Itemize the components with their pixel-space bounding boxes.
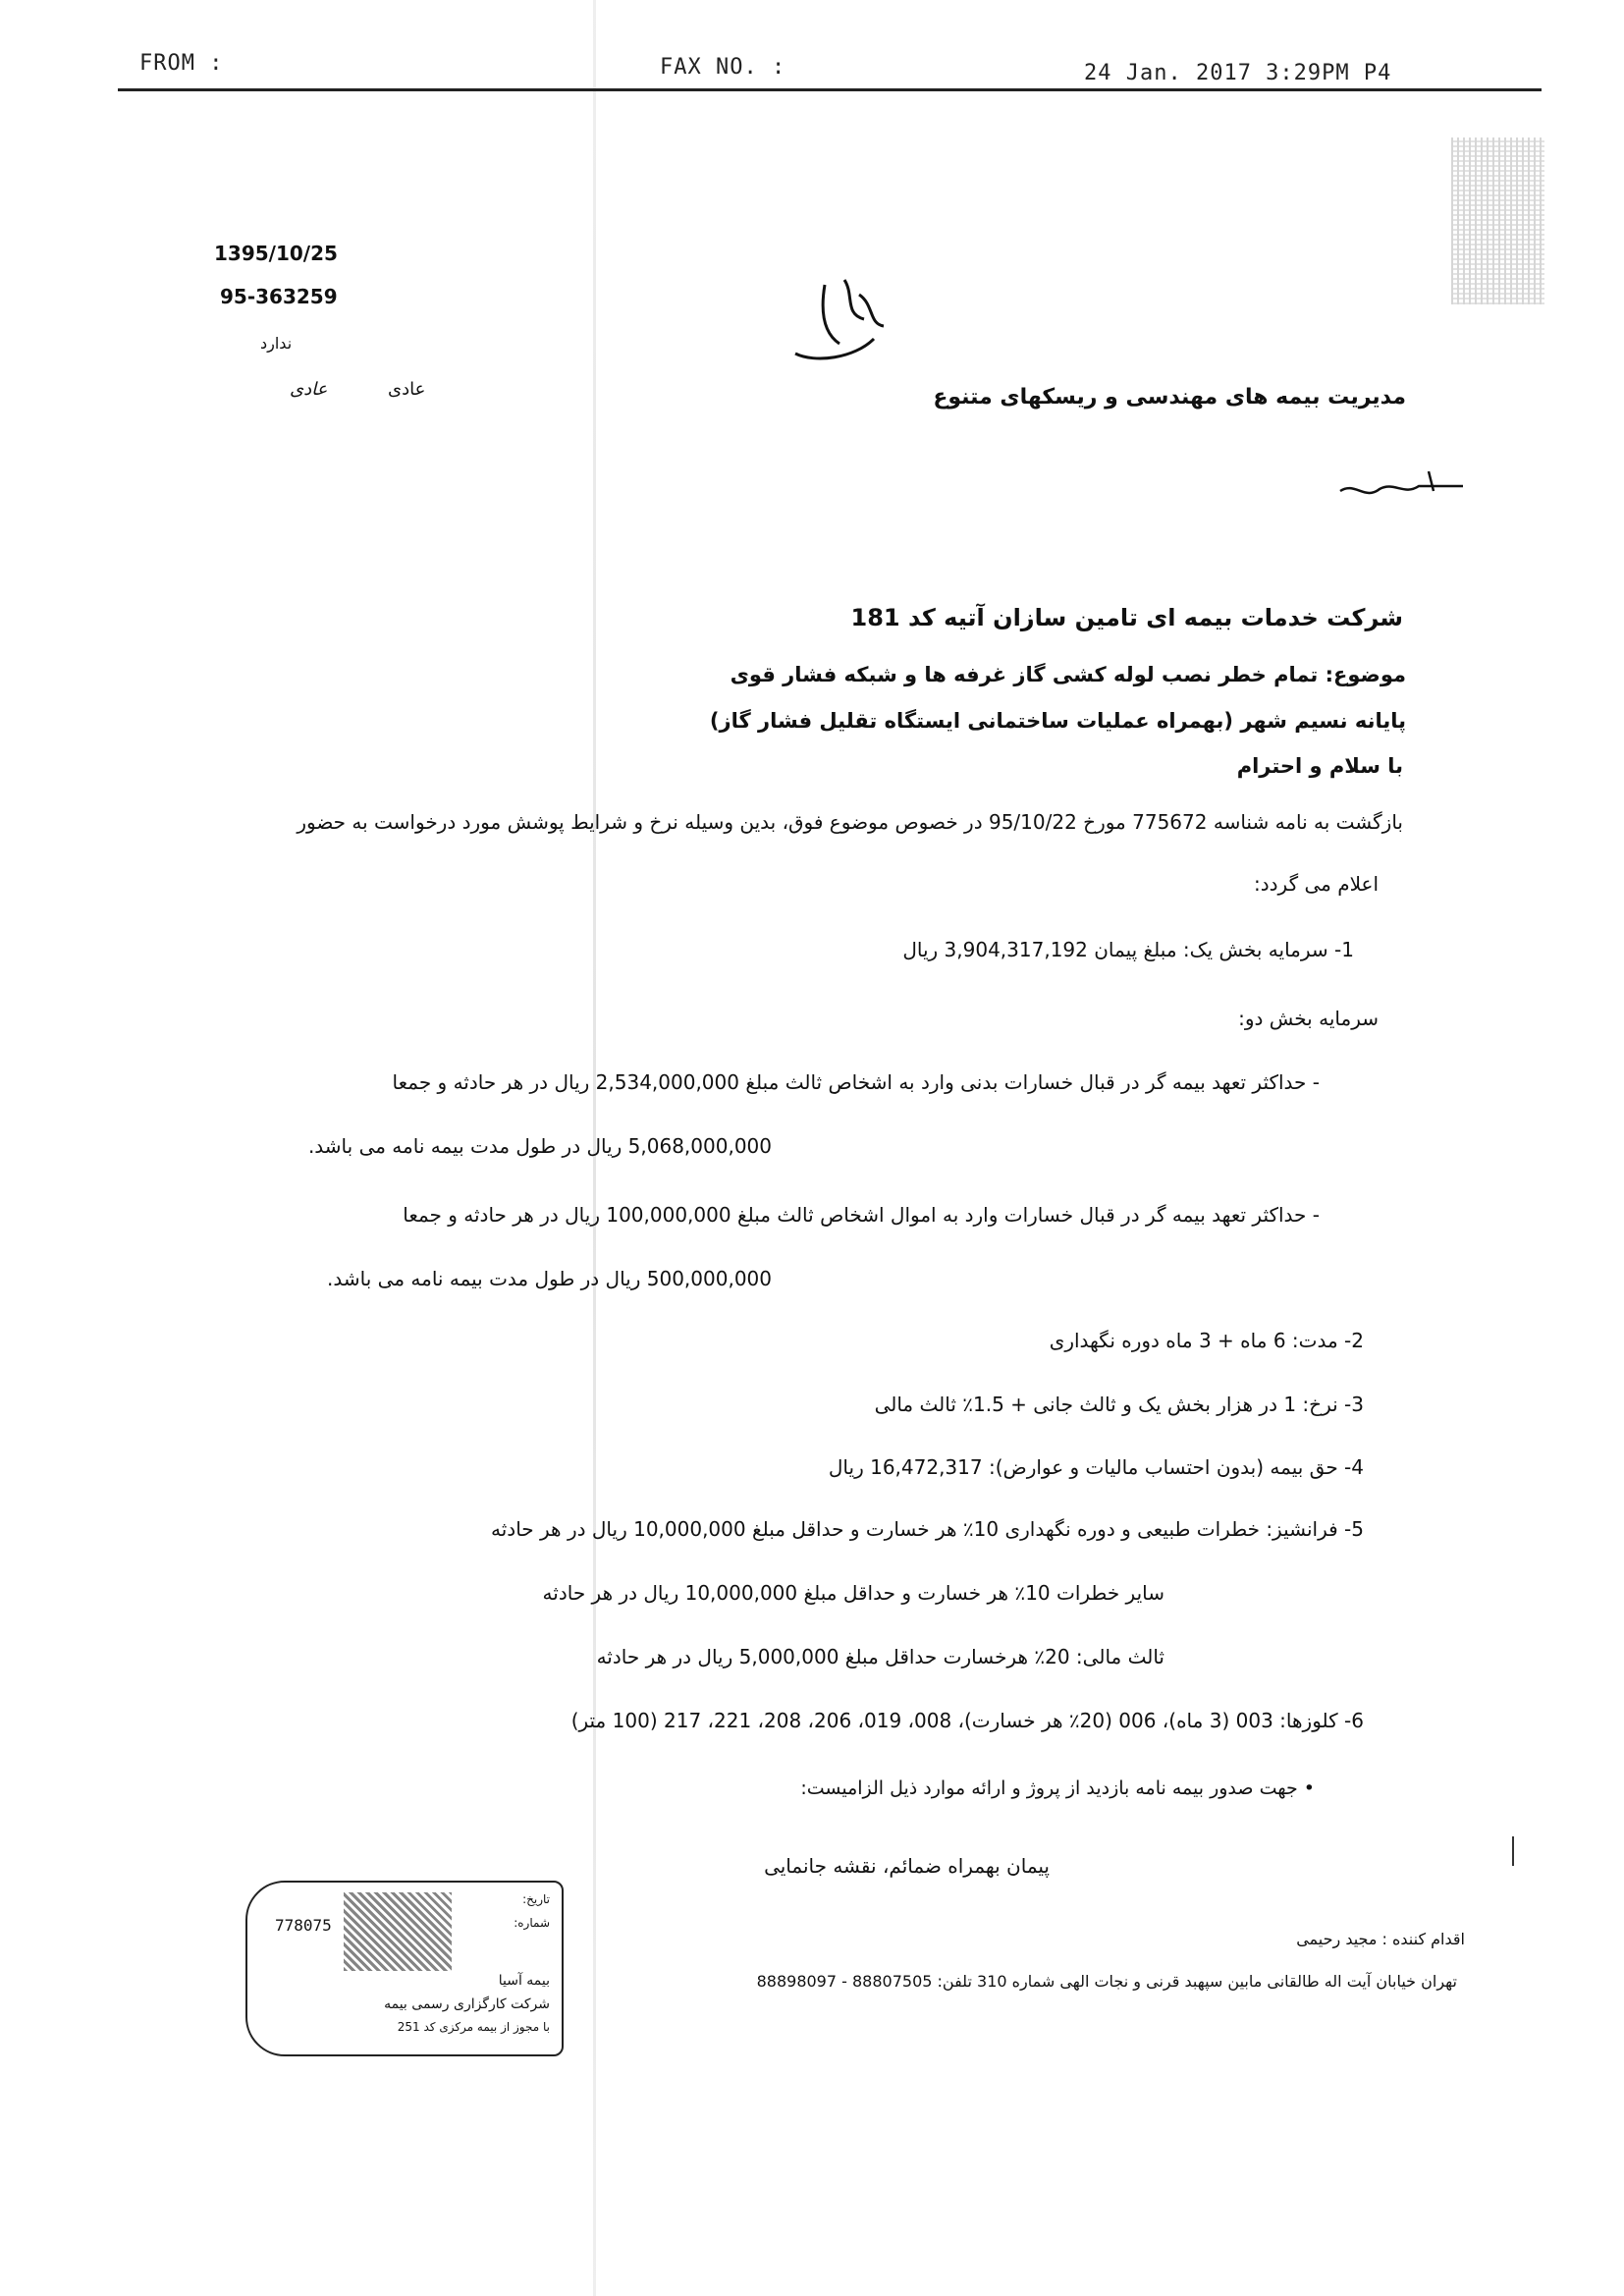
signature-mid bbox=[1335, 462, 1473, 511]
address-line: تهران خیابان آیت اله طالقانی مابین سپهبد قرنی و نجات الهی شماره 310 تلفن: 88807505 - 88898097 bbox=[756, 1972, 1457, 1991]
subject-line: موضوع: تمام خطر نصب لوله کشی گاز غرفه ها و شبکه فشار قوی bbox=[730, 663, 1406, 686]
stamp-line-4: شرکت کارگزاری رسمی بیمه bbox=[384, 1996, 550, 2012]
classification-value: عادی bbox=[388, 379, 426, 400]
item-6: 6- کلوزها: 003 (3 ماه)، 006 (20٪ هر خسارت)، 008، 019، 206، 208، 221، 217 (100 متر) bbox=[570, 1709, 1364, 1732]
bullet-1b: 5,068,000,000 ریال در طول مدت بیمه نامه می باشد. bbox=[307, 1134, 772, 1158]
item-5a: 5- فرانشیز: خطرات طبیعی و دوره نگهداری 10٪ هر خسارت و حداقل مبلغ 10,000,000 ریال در هر حادثه bbox=[491, 1517, 1364, 1541]
item-4: 4- حق بیمه (بدون احتساب مالیات و عوارض): 16,472,317 ریال bbox=[828, 1455, 1364, 1479]
letter-number: 95-363259 bbox=[220, 285, 338, 308]
stamp-line-1: تاریخ: bbox=[522, 1892, 550, 1906]
fax-from: FROM : bbox=[139, 51, 224, 76]
section-2-title: سرمایه بخش دو: bbox=[1238, 1007, 1379, 1030]
intro-paragraph-2: اعلام می گردد: bbox=[1253, 872, 1379, 896]
fax-number: FAX NO. : bbox=[660, 55, 786, 80]
greeting: با سلام و احترام bbox=[1236, 754, 1403, 778]
priority-value: عادی bbox=[290, 379, 328, 400]
action-by: اقدام کننده : مجید رحیمی bbox=[1296, 1930, 1465, 1948]
stamp-logo-icon bbox=[344, 1892, 452, 1971]
recipient-company: شرکت خدمات بیمه ای تامین سازان آتیه کد 181 bbox=[850, 604, 1403, 631]
bullet-1a: - حداکثر تعهد بیمه گر در قبال خسارات بدنی وارد به اشخاص ثالث مبلغ 2,534,000,000 ریال در هر حادثه و جمعا bbox=[392, 1070, 1320, 1094]
stamp-code: 778075 bbox=[275, 1916, 332, 1935]
signature-top bbox=[785, 265, 893, 373]
stamp-line-5: با مجوز از بیمه مرکزی کد 251 bbox=[397, 2020, 550, 2034]
margin-mark bbox=[1512, 1836, 1514, 1866]
fax-datetime: 24 Jan. 2017 3:29PM P4 bbox=[1084, 61, 1392, 85]
bullet-3: • جهت صدور بیمه نامه بازدید از پروژ و ارائه موارد ذیل الزامیست: bbox=[800, 1777, 1315, 1799]
fax-header-rule bbox=[118, 88, 1542, 91]
item-2: 2- مدت: 6 ماه + 3 ماه دوره نگهداری bbox=[1049, 1329, 1364, 1352]
attachment-status: ندارد bbox=[260, 334, 293, 353]
bullet-2b: 500,000,000 ریال در طول مدت بیمه نامه می باشد. bbox=[327, 1267, 772, 1290]
company-stamp bbox=[245, 1881, 564, 2056]
item-1: 1- سرمایه بخش یک: مبلغ پیمان 3,904,317,192 ریال bbox=[902, 938, 1354, 961]
item-5c: ثالث مالی: 20٪ هرخسارت حداقل مبلغ 5,000,000 ریال در هر حادثه bbox=[596, 1645, 1164, 1668]
bullet-2a: - حداکثر تعهد بیمه گر در قبال خسارات وارد به اموال اشخاص ثالث مبلغ 100,000,000 ریال در هر حادثه و جمعا bbox=[403, 1203, 1320, 1227]
intro-paragraph: بازگشت به نامه شناسه 775672 مورخ 95/10/22 در خصوص موضوع فوق، بدین وسیله نرخ و شرایط پوشش مورد درخواست به حضور bbox=[297, 810, 1403, 834]
item-3: 3- نرخ: 1 در هزار بخش یک و ثالث جانی + 1.5٪ ثالث مالی bbox=[874, 1393, 1364, 1416]
sender-department: مدیریت بیمه های مهندسی و ریسکهای متنوع bbox=[933, 385, 1406, 410]
stamp-line-2: شماره: bbox=[514, 1916, 550, 1930]
item-5b: سایر خطرات 10٪ هر خسارت و حداقل مبلغ 10,000,000 ریال در هر حادثه bbox=[542, 1581, 1164, 1605]
scan-noise bbox=[1451, 137, 1544, 304]
stamp-line-3: بیمه آسیا bbox=[498, 1973, 550, 1989]
requirements-line: پیمان بهمراه ضمائم، نقشه جانمایی bbox=[764, 1854, 1050, 1878]
subject-line-2: پایانه نسیم شهر (بهمراه عملیات ساختمانی ایستگاه تقلیل فشار گاز) bbox=[709, 709, 1406, 733]
letter-date: 1395/10/25 bbox=[214, 242, 338, 265]
